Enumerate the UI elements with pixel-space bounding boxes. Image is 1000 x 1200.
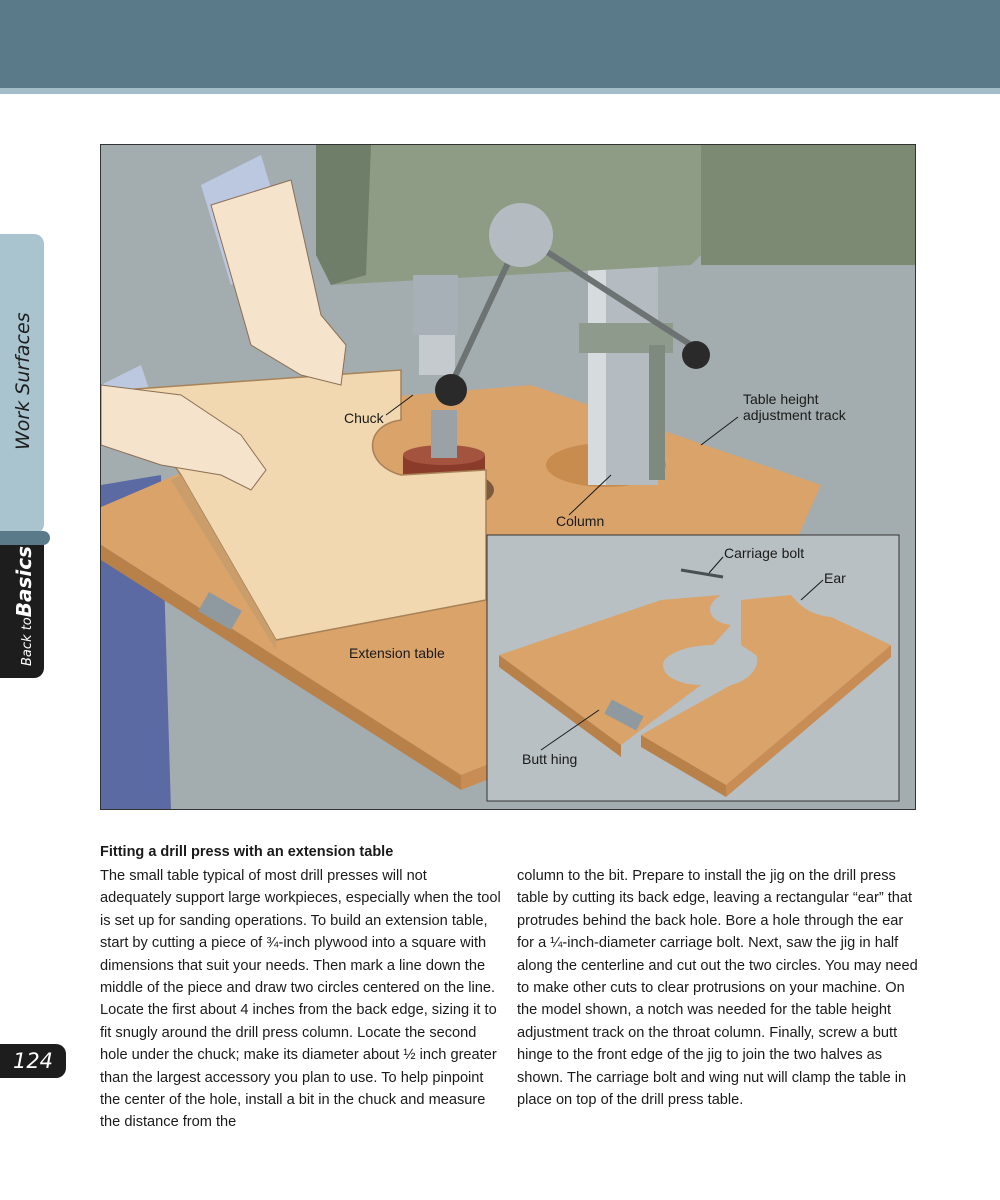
- tab-divider: [0, 531, 50, 545]
- caption-block: [100, 843, 920, 1131]
- series-label-big: Basics: [12, 545, 36, 618]
- illustration-art: [101, 145, 916, 810]
- section-label: Work Surfaces: [12, 312, 34, 450]
- header-band-edge: [0, 88, 1000, 94]
- body-column-left: [100, 865, 502, 1134]
- label-column: Column: [556, 513, 605, 529]
- label-butt-hinge: Butt hing: [522, 751, 578, 767]
- label-carriage-bolt: Carriage bolt: [724, 545, 805, 561]
- page-number: 124: [0, 1044, 66, 1078]
- caption-title: Fitting a drill press with an extension table: [100, 844, 394, 860]
- drill-press-illustration: [100, 144, 916, 810]
- body-column-right: [517, 865, 919, 1111]
- header-band: [0, 0, 1000, 88]
- body-text-right: column to the bit. Prepare to install the jig on the drill press table by cutting its back edge, leaving a rectangular “ear” that protrudes behind the back hole. Bore a hole through the ear for a ¼-inch-diameter carriage bolt. Next, saw the jig in half along the centerline and cut out the two circles. You may need to make other cuts to clear protrusions on your machine. On the model shown, a notch was needed for the table height adjustment track on the throat column. Finally, screw a butt hinge to the front edge of the jig to join the two halves as shown. The carriage bolt and wing nut will clamp the table in place on top of the drill press table.: [517, 868, 918, 1109]
- series-label-small: Back to: [20, 617, 35, 666]
- label-ear: Ear: [824, 570, 846, 586]
- label-table-height-track: Table height adjustment track: [743, 391, 846, 423]
- label-chuck: Chuck: [344, 410, 384, 426]
- series-label: [12, 546, 36, 666]
- label-extension-table: Extension table: [349, 645, 445, 661]
- body-text-left: The small table typical of most drill presses will not adequately support large workpieces, especially when the tool is set up for sanding operations. To build an extension table, start by cutting a piece of ¾-inch plywood into a square with dimensions that suit your needs. Then mark a line down the middle of the piece and draw two circles centered on the line. Locate the first about 4 inches from the back edge, sizing it to fit snugly around the drill press column. Locate the second hole under the chuck; make its diameter about ½ inch greater than the largest accessory you plan to use. To help pinpoint the center of the hole, install a bit in the chuck and measure the distance from the: [100, 868, 501, 1131]
